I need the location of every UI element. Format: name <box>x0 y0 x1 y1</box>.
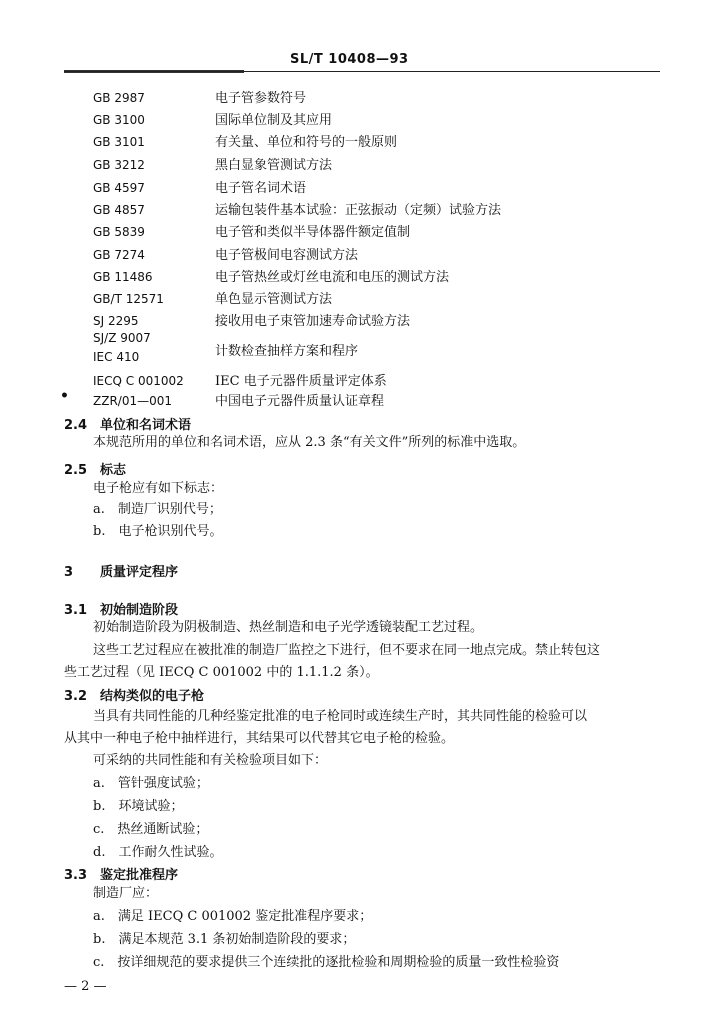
ref-title: IEC 电子元器件质量评定体系 <box>215 374 387 389</box>
paragraph: 制造厂应： <box>93 886 159 901</box>
list-item: b. 电子枪识别代号。 <box>93 524 223 539</box>
section-heading: 3.3 鉴定批准程序 <box>64 868 179 883</box>
ref-code: SJ/Z 9007 <box>93 331 151 345</box>
bullet-mark: • <box>60 388 69 404</box>
ref-title: 计数检查抽样方案和程序 <box>215 344 359 359</box>
ref-row <box>93 290 332 309</box>
ref-row <box>93 223 410 242</box>
section-heading: 3.2 结构类似的电子枪 <box>64 689 205 704</box>
ref-title: 单色显示管测试方法 <box>215 292 333 307</box>
paragraph: 这些工艺过程应在被批准的制造厂监控之下进行，但不要求在同一地点完成。禁止转包这 <box>93 643 601 658</box>
ref-code: GB 4857 <box>93 203 145 217</box>
list-item: b. 环境试验； <box>93 799 184 814</box>
ref-row <box>93 156 332 175</box>
ref-code: GB 7274 <box>93 248 145 262</box>
ref-row <box>93 392 384 411</box>
ref-code: GB/T 12571 <box>93 292 164 306</box>
ref-title: 有关量、单位和符号的一般原则 <box>215 135 398 150</box>
ref-code: IEC 410 <box>93 350 140 364</box>
ref-row <box>93 268 449 287</box>
ref-row <box>93 111 332 130</box>
ref-row <box>93 133 397 152</box>
paragraph: 电子枪应有如下标志： <box>93 481 224 496</box>
ref-row <box>93 312 410 331</box>
section-heading: 2.4 单位和名词术语 <box>64 418 192 433</box>
ref-row <box>93 372 387 391</box>
ref-row <box>93 201 501 220</box>
paragraph: 从其中一种电子枪中抽样进行，其结果可以代替其它电子枪的检验。 <box>64 731 455 746</box>
paragraph: 初始制造阶段为阴极制造、热丝制造和电子光学透镜装配工艺过程。 <box>93 620 484 635</box>
ref-row <box>93 246 358 265</box>
ref-code: GB 3101 <box>93 135 145 149</box>
list-item: a. 制造厂识别代号； <box>93 502 222 517</box>
list-item: d. 工作耐久性试验。 <box>93 845 223 860</box>
section-heading: 3 质量评定程序 <box>64 565 179 580</box>
ref-code: IECQ C 001002 <box>93 374 184 388</box>
ref-title: 黑白显象管测试方法 <box>215 158 333 173</box>
list-item: a. 满足 IECQ C 001002 鉴定批准程序要求； <box>93 909 373 924</box>
paragraph: 些工艺过程（见 IECQ C 001002 中的 1.1.1.2 条）。 <box>64 665 379 680</box>
list-item: c. 热丝通断试验； <box>93 822 209 837</box>
ref-code: GB 4597 <box>93 181 145 195</box>
ref-title: 运输包装件基本试验：正弦振动（定频）试验方法 <box>215 203 502 218</box>
ref-code: GB 2987 <box>93 91 145 105</box>
ref-title: 电子管热丝或灯丝电流和电压的测试方法 <box>215 270 450 285</box>
ref-title: 电子管极间电容测试方法 <box>215 248 359 263</box>
ref-code: ZZR/01—001 <box>93 394 172 408</box>
ref-row <box>93 89 306 108</box>
ref-code: SJ 2295 <box>93 314 139 328</box>
section-heading: 2.5 标志 <box>64 463 127 478</box>
list-item: a. 管针强度试验； <box>93 776 209 791</box>
paragraph: 当具有共同性能的几种经鉴定批准的电子枪同时或连续生产时，其共同性能的检验可以 <box>93 709 588 724</box>
ref-title: 国际单位制及其应用 <box>215 113 333 128</box>
ref-title: 中国电子元器件质量认证章程 <box>215 394 385 409</box>
list-item: b. 满足本规范 3.1 条初始制造阶段的要求； <box>93 932 356 947</box>
ref-title: 接收用电子束管加速寿命试验方法 <box>215 314 411 329</box>
ref-code: GB 3100 <box>93 113 145 127</box>
ref-row <box>93 179 306 198</box>
paragraph: 本规范所用的单位和名词术语，应从 2.3 条“有关文件”所列的标准中选取。 <box>93 435 526 450</box>
doc-id: SL/T 10408—93 <box>290 52 409 67</box>
paragraph: 可采纳的共同性能和有关检验项目如下： <box>93 753 328 768</box>
ref-title: 电子管和类似半导体器件额定值制 <box>215 225 411 240</box>
section-heading: 3.1 初始制造阶段 <box>64 603 179 618</box>
list-item: c. 按详细规范的要求提供三个连续批的逐批检验和周期检验的质量一致性检验资 <box>93 955 560 970</box>
ref-title: 电子管名词术语 <box>215 181 307 196</box>
ref-code: GB 11486 <box>93 270 153 284</box>
ref-code: GB 5839 <box>93 225 145 239</box>
header-rule <box>64 71 660 72</box>
page-number: — 2 — <box>64 979 107 994</box>
ref-code: GB 3212 <box>93 158 145 172</box>
ref-title: 电子管参数符号 <box>215 91 307 106</box>
